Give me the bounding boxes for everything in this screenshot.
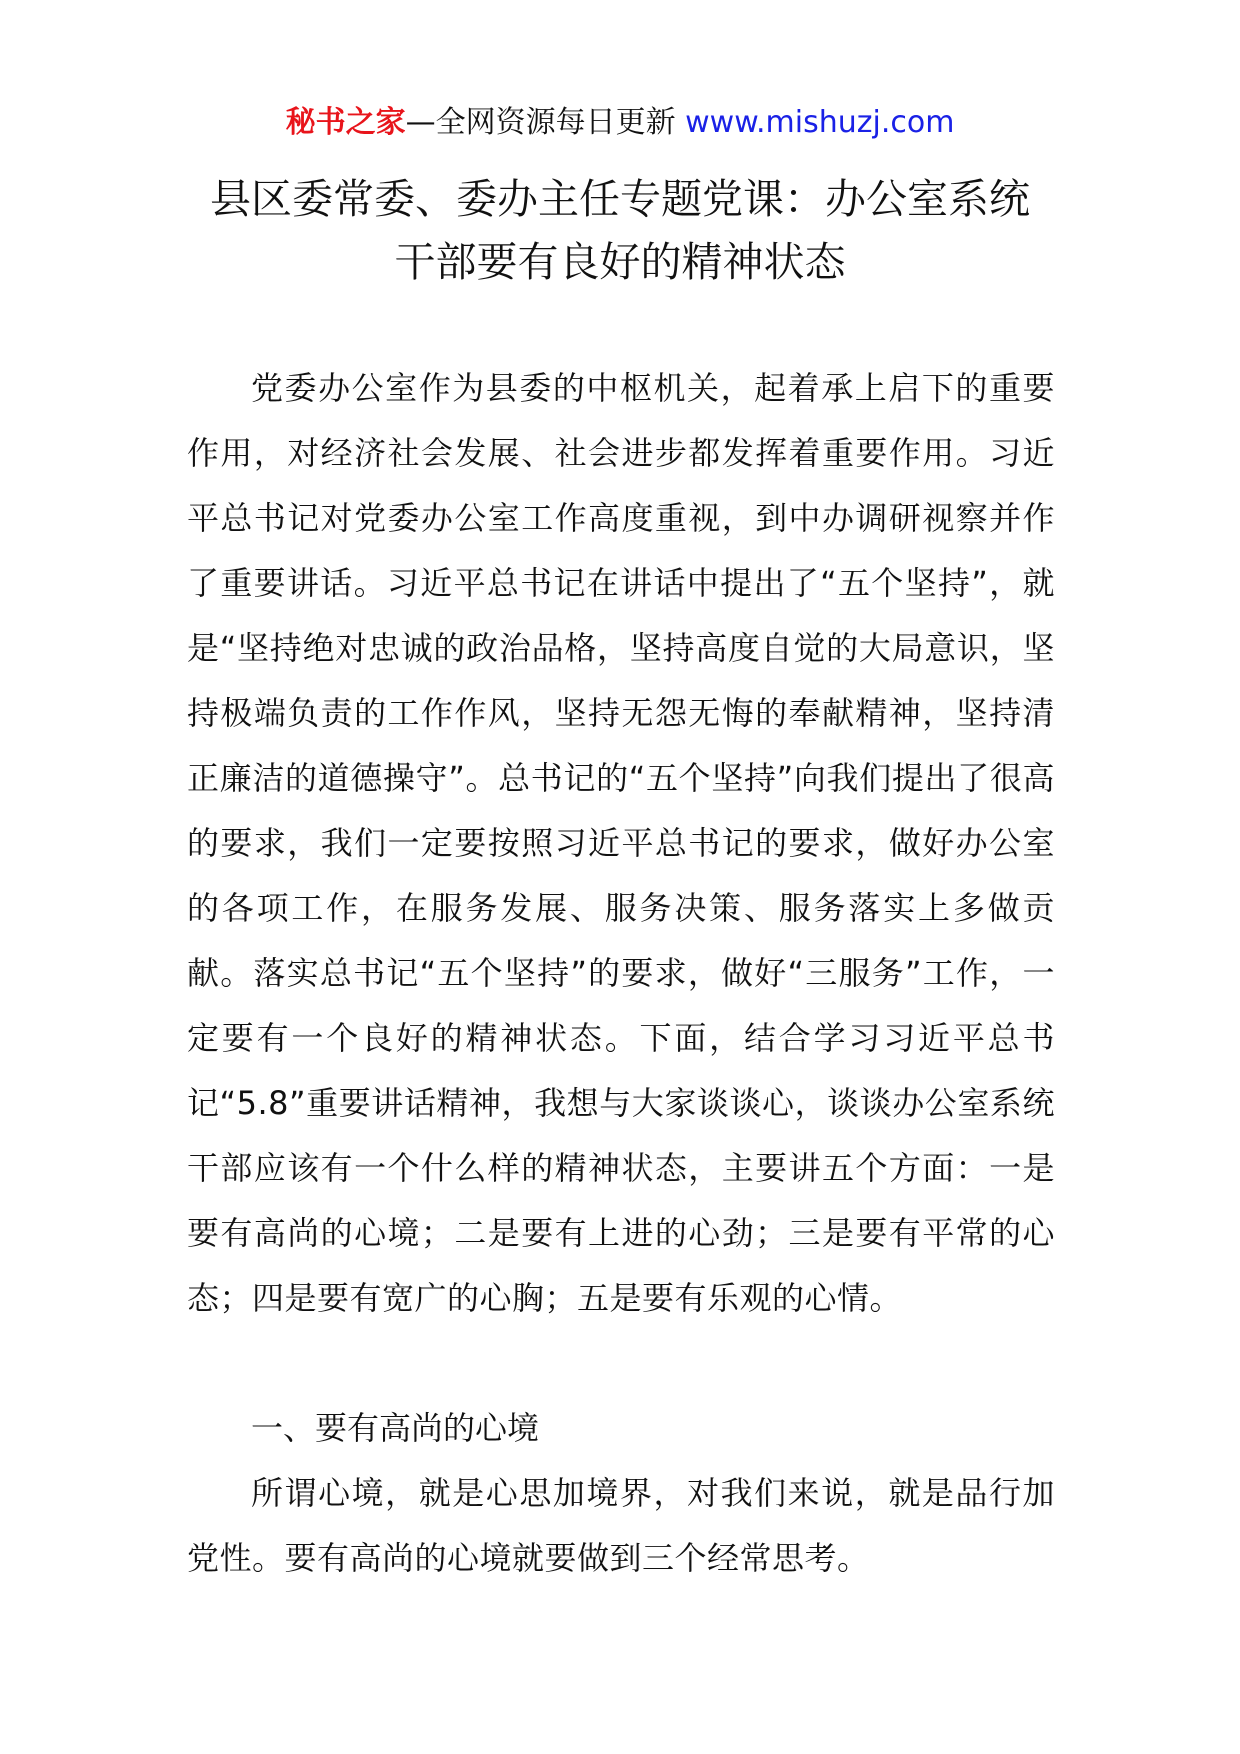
section-heading: 一、要有高尚的心境 xyxy=(251,1409,540,1447)
section-paragraph: 所谓心境，就是心思加境界，对我们来说，就是品行加党性。要有高尚的心境就要做到三个经常思考。 xyxy=(187,1474,1055,1577)
intro-paragraph: 党委办公室作为县委的中枢机关，起着承上启下的重要作用，对经济社会发展、社会进步都发挥着重要作用。习近平总书记对党委办公室工作高度重视，到中办调研视察并作了重要讲话。习近平总书记在讲话中提出了“五个坚持”，就是“坚持绝对忠诚的政治品格，坚持高度自觉的大局意识，坚持极端负责的工作作风，坚持无怨无悔的奉献精神，坚持清正廉洁的道德操守”。总书记的“五个坚持”向我们提出了很高的要求，我们一定要按照习近平总书记的要求，做好办公室的各项工作，在服务发展、服务决策、服务落实上多做贡献。落实总书记“五个坚持”的要求，做好“三服务”工作，一定要有一个良好的精神状态。下面，结合学习习近平总书记“5.8”重要讲话精神，我想与大家谈谈心，谈谈办公室系统干部应该有一个什么样的精神状态，主要讲五个方面：一是要有高尚的心境；二是要有上进的心劲；三是要有平常的心态；四是要有宽广的心胸；五是要有乐观的心情。 xyxy=(187,369,1055,1317)
document-title xyxy=(150,168,1090,294)
brand-name: 秘书之家 xyxy=(285,105,406,140)
title-line-1: 县区委常委、委办主任专题党课：办公室系统 xyxy=(210,175,1030,223)
header-tagline: —全网资源每日更新 xyxy=(405,105,686,140)
site-header xyxy=(0,103,1240,143)
document-body xyxy=(187,356,1055,1591)
title-line-2: 干部要有良好的精神状态 xyxy=(394,238,846,286)
site-url-link[interactable]: www.mishuzj.com xyxy=(685,105,955,140)
